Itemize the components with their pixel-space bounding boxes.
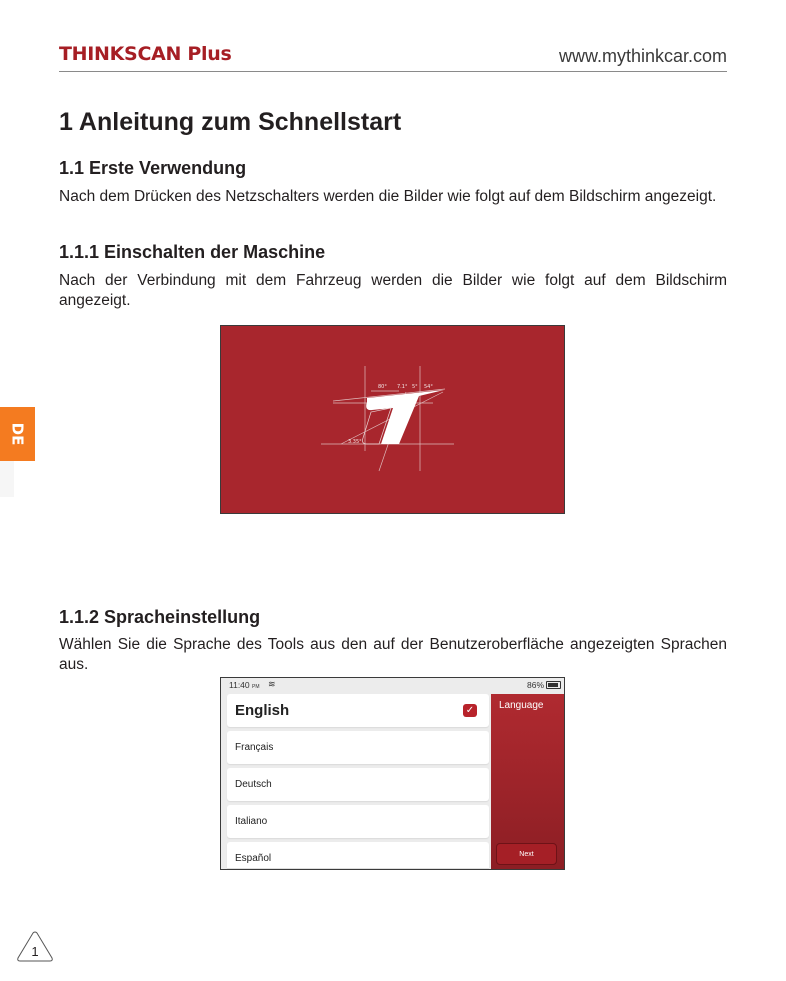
language-option-label: Français (235, 742, 274, 753)
language-option-francais[interactable] (227, 731, 489, 764)
checkmark-icon: ✓ (463, 704, 477, 717)
side-tab-label: DE (8, 422, 27, 446)
language-side-tab (0, 407, 35, 461)
battery-icon (546, 681, 561, 689)
angle-label: 80° (378, 384, 387, 390)
next-button[interactable]: Next (496, 843, 557, 865)
status-bar (221, 678, 564, 693)
language-option-label: Español (235, 853, 272, 864)
language-list (227, 694, 489, 868)
page-number-label: 1 (31, 944, 39, 959)
section-text-spracheinstellung: Wählen Sie die Sprache des Tools aus den auf der Benutzeroberfläche angezeigten Sprachen aus. (59, 636, 727, 673)
side-tab-shadow (0, 461, 14, 497)
boot-screen-image (220, 325, 565, 514)
status-time: 11:40 PM (229, 680, 260, 690)
angle-label: 54° (424, 384, 433, 390)
chapter-title: 1 Anleitung zum Schnellstart (59, 108, 402, 136)
section-title-spracheinstellung: 1.1.2 Spracheinstellung (59, 607, 261, 627)
section-title-erste-verwendung: 1.1 Erste Verwendung (59, 158, 247, 178)
language-option-label: Deutsch (235, 779, 272, 790)
brand-title: THINKSCAN Plus (59, 43, 232, 65)
language-side-panel (491, 694, 564, 869)
language-option-english[interactable] (227, 694, 489, 727)
language-panel-title: Language (499, 700, 544, 711)
language-option-espanol[interactable] (227, 842, 489, 868)
section-text-erste-verwendung: Nach dem Drücken des Netzschalters werden die Bilder wie folgt auf dem Bildschirm angezeigt. (59, 188, 717, 205)
header-divider (59, 71, 727, 72)
language-option-deutsch[interactable] (227, 768, 489, 801)
wifi-icon: ≋ (268, 679, 276, 689)
section-text-einschalten: Nach der Verbindung mit dem Fahrzeug werden die Bilder wie folgt auf dem Bildschirm angezeigt. (59, 272, 727, 309)
language-option-label: English (235, 702, 290, 719)
website-url: www.mythinkcar.com (558, 46, 727, 66)
language-option-label: Italiano (235, 816, 268, 827)
thinkcar-logo-graphic (221, 326, 565, 514)
angle-label: 5° (412, 384, 418, 390)
language-selection-screenshot (220, 677, 565, 870)
section-title-einschalten: 1.1.1 Einschalten der Maschine (59, 242, 326, 262)
angle-label: 7.1° (397, 384, 408, 390)
battery-percent: 86% (526, 680, 544, 690)
angle-label: 3.35° (348, 439, 362, 445)
page-number (16, 931, 54, 963)
language-option-italiano[interactable] (227, 805, 489, 838)
